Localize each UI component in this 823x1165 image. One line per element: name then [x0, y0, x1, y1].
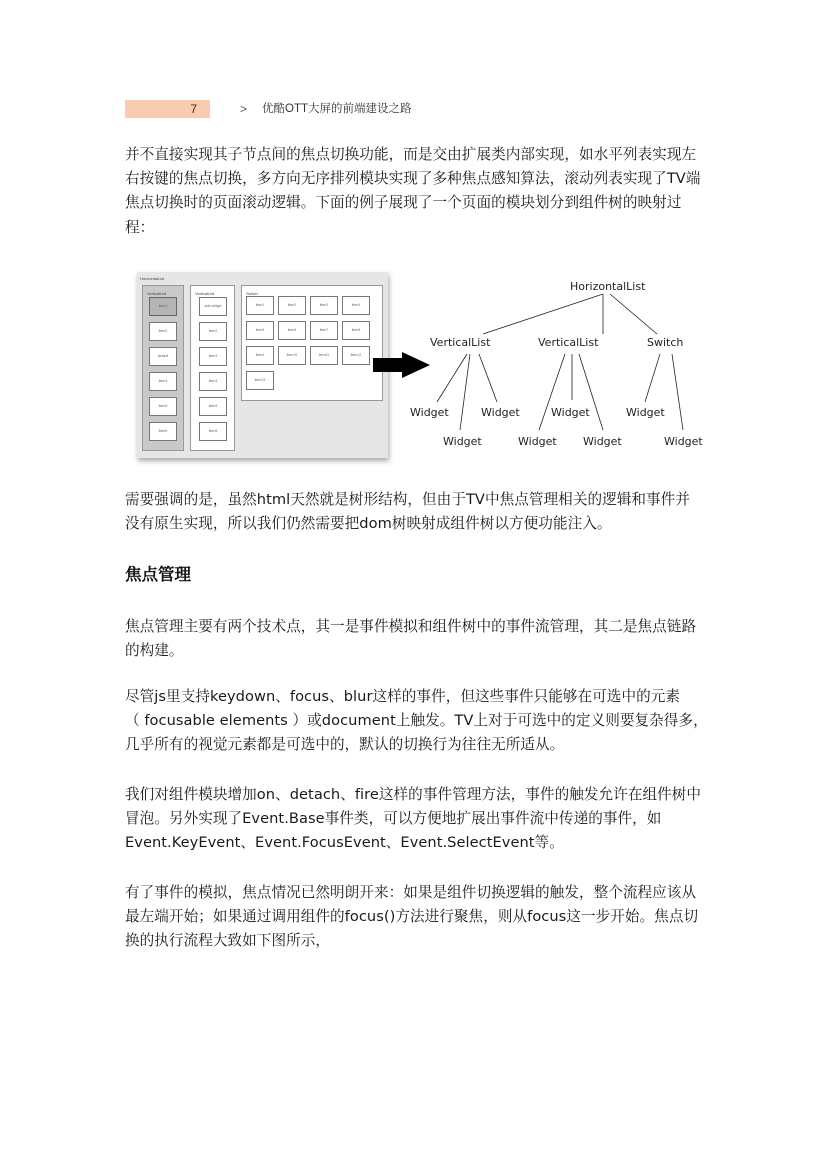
mockup-cell: item5	[149, 397, 177, 416]
text-line: 并不直接实现其子节点间的焦点切换功能，而是交由扩展类内部实现，如水平列表实现左	[125, 146, 697, 163]
tree-node: VerticalList	[538, 336, 599, 349]
tree-leaf: Widget	[481, 406, 520, 419]
mockup-cell: item1	[246, 296, 274, 315]
mockup-switch-grid	[241, 285, 383, 401]
text-line: 没有原生实现，所以我们仍然需要把dom树映射成组件树以方便功能注入。	[125, 515, 612, 533]
text-line: 焦点切换时的页面滚动逻辑。下面的例子展现了一个页面的模块划分到组件树的映射过	[125, 194, 682, 212]
mockup-cell: item10	[278, 346, 306, 365]
mockup-cell: item12	[342, 346, 370, 365]
text-line: 最左端开始；如果通过调用组件的focus()方法进行聚焦，则从focus这一步开始。焦点切	[125, 908, 699, 926]
mockup-cell: item3	[199, 347, 227, 366]
mockup-cell: item6	[149, 422, 177, 441]
mockup-cell: item3	[310, 296, 338, 315]
mockup-column-vertical-list-2	[190, 285, 235, 451]
mockup-cell: item4	[149, 372, 177, 391]
paragraph-intro	[125, 143, 715, 240]
document-title: 优酷OTT大屏的前端建设之路	[262, 103, 412, 115]
page-number: 7	[190, 102, 197, 116]
mockup-cell: add widget	[199, 297, 227, 316]
tree-leaf: Widget	[664, 435, 703, 448]
tree-leaf: Widget	[518, 435, 557, 448]
text-line: 有了事件的模拟，焦点情况已然明朗开来：如果是组件切换逻辑的触发，整个流程应该从	[125, 884, 697, 901]
text-line: Event.KeyEvent、Event.FocusEvent、Event.SelectEvent等。	[125, 834, 564, 852]
paragraph-dom-tree	[125, 488, 715, 536]
tree-leaf: Widget	[443, 435, 482, 448]
column-label: VerticalList	[147, 291, 167, 296]
mockup-cell: item5	[199, 397, 227, 416]
mockup-cell: item13	[246, 371, 274, 390]
mockup-column-vertical-list-1	[142, 285, 184, 451]
text-line: 冒泡。另外实现了Event.Base事件类，可以方便地扩展出事件流中传递的事件，如	[125, 810, 662, 828]
text-line: 焦点管理主要有两个技术点，其一是事件模拟和组件树中的事件流管理，其二是焦点链路	[125, 618, 697, 635]
text-line: 我们对组件模块增加on、detach、fire这样的事件管理方法，事件的触发允许在组件树中	[125, 786, 702, 803]
mockup-cell: item5	[246, 321, 274, 340]
section-heading: 焦点管理	[125, 565, 191, 584]
tree-node: Switch	[647, 336, 684, 349]
mockup-cell: item11	[310, 346, 338, 365]
column-label: VerticalList	[195, 291, 215, 296]
chevron-right-icon: >	[240, 102, 248, 116]
mockup-cell: item2	[149, 322, 177, 341]
mockup-cell: item8	[342, 321, 370, 340]
tree-leaf: Widget	[551, 406, 590, 419]
text-line: （ focusable elements ）或document上触发。TV上对于可选中的定义则要复杂得多，	[125, 712, 708, 730]
text-line: 右按键的焦点切换，多方向无序排列模块实现了多种焦点感知算法，滚动列表实现了TV端	[125, 170, 701, 188]
mockup-cell: item1	[149, 297, 177, 316]
component-tree-diagram	[395, 272, 715, 462]
mockup-cell: item2	[278, 296, 306, 315]
mockup-cell: item7	[310, 321, 338, 340]
paragraph-event-management	[125, 783, 715, 856]
page-layout-mockup	[137, 272, 388, 458]
text-line: 换的执行流程大致如下图所示，	[125, 932, 331, 950]
mockup-cell: default	[149, 347, 177, 366]
mockup-cell: item6	[199, 422, 227, 441]
tree-leaf: Widget	[583, 435, 622, 448]
mockup-cell: item6	[278, 321, 306, 340]
mockup-cell: item4	[342, 296, 370, 315]
paragraph-focus-overview	[125, 615, 715, 663]
mockup-cell: item9	[246, 346, 274, 365]
text-line: 几乎所有的视觉元素都是可选中的，默认的切换行为往往无所适从。	[125, 736, 565, 754]
mockup-cell: item2	[199, 322, 227, 341]
mockup-cell: item4	[199, 372, 227, 391]
paragraph-js-events	[125, 685, 715, 758]
paragraph-focus-flow	[125, 881, 715, 954]
tree-leaf: Widget	[626, 406, 665, 419]
tree-node: VerticalList	[430, 336, 491, 349]
text-line: 程：	[125, 218, 155, 236]
column-label: Switch	[246, 291, 258, 296]
text-line: 的构建。	[125, 642, 184, 660]
mockup-title: HorizontalList	[140, 276, 165, 281]
text-line: 尽管js里支持keydown、focus、blur这样的事件，但这些事件只能够在可选中的元素	[125, 688, 681, 705]
tree-node-root: HorizontalList	[570, 280, 646, 293]
tree-leaf: Widget	[410, 406, 449, 419]
text-line: 需要强调的是，虽然html天然就是树形结构，但由于TV中焦点管理相关的逻辑和事件并	[125, 491, 690, 508]
